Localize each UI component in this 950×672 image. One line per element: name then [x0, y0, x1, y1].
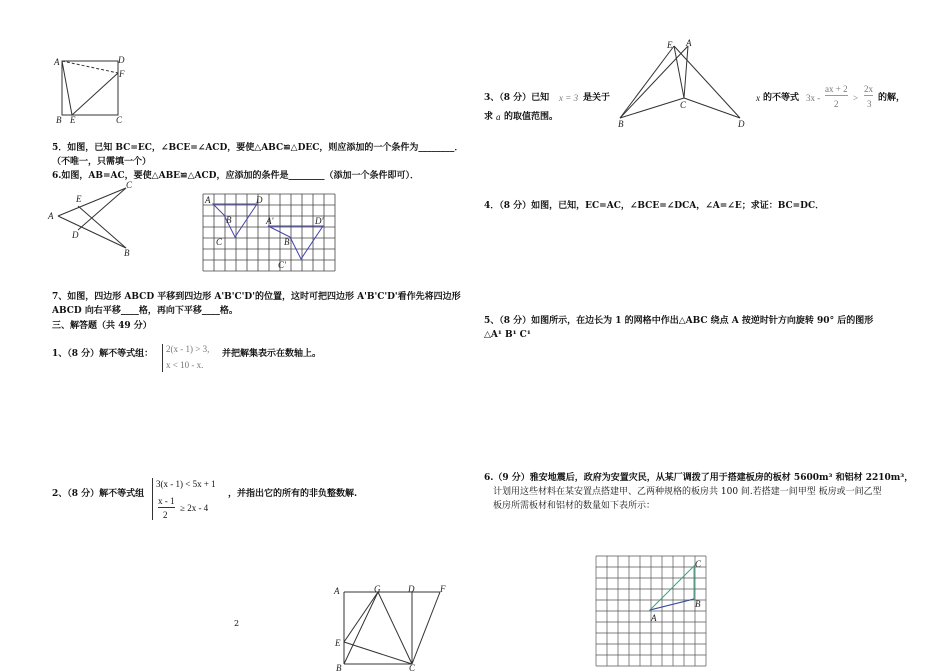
s3-line2-b: 的取值范围。 — [504, 112, 559, 122]
label-f: F — [440, 584, 446, 594]
bottom-square-figure — [330, 584, 450, 672]
q5-line2: （不唯一，只需填一个） — [52, 157, 152, 167]
label-d: D — [738, 119, 745, 129]
q6-line1: 6.如图，AB=AC，要使△ABE≌△ACD，应添加的条件是________（添加一个条件即可）． — [52, 171, 419, 181]
s6-line3: 板房所需板材和铝材的数量如下表所示： — [493, 501, 656, 511]
s1-eq1: 2(x - 1) > 3, — [166, 344, 210, 354]
label-c: C — [126, 180, 133, 190]
label-c: C — [695, 559, 702, 569]
label-a: A — [686, 38, 692, 48]
label-b: B — [56, 115, 62, 125]
s1-suffix: 并把解集表示在数轴上。 — [222, 349, 322, 359]
label-c2: C' — [278, 260, 286, 270]
s5-line1: 5、（8 分）如图所示，在边长为 1 的网格中作出△ABC 绕点 A 按逆时针方向旋转 90° 后的图形 — [484, 316, 874, 326]
s5-line2: △A¹ B¹ C¹ — [484, 330, 531, 340]
s3-ineq-gt: > — [853, 93, 859, 103]
s2-eq1: 3(x - 1) < 5x + 1 — [156, 479, 216, 489]
label-b: B — [124, 248, 130, 258]
label-d2: D' — [315, 216, 324, 226]
label-a: A — [54, 57, 60, 67]
label-c: C — [116, 115, 123, 125]
label-b: B — [226, 215, 232, 225]
s3-line2-math: a — [496, 112, 501, 122]
s6-line1: 6.（9 分）雅安地震后，政府为安置灾民，从某厂调拨了用于搭建板房的板材 5600m³ 和铝材 2210m³， — [484, 473, 914, 483]
s3-mid: 是关于 — [583, 93, 611, 103]
s1-brace — [162, 344, 163, 372]
label-b2: B' — [284, 237, 292, 247]
label-a: A — [651, 613, 657, 623]
s2-eq2-den: 2 — [163, 510, 168, 520]
s6-line2: 计划用这些材料在某安置点搭建甲、乙两种规格的板房共 100 间.若搭建一间甲型 板房或一间乙型 — [493, 487, 882, 497]
s3-math2: x — [756, 93, 760, 103]
label-d: D — [256, 195, 263, 205]
q7-line1: 7、如图，四边形 ABCD 平移到四边形 A'B'C'D'的位置，这时可把四边形 A'B'C'D'看作先将四边形 — [52, 292, 461, 302]
label-b: B — [336, 663, 342, 672]
s1-eq2: x < 10 - x. — [166, 360, 204, 370]
s2-prefix: 2、（8 分）解不等式组 — [52, 489, 145, 499]
label-a2: A' — [266, 216, 274, 226]
s2-eq2-rest: ≥ 2x - 4 — [180, 503, 209, 513]
s2-eq2-num: x - 1 — [158, 496, 175, 506]
translation-grid — [202, 193, 338, 273]
label-f: F — [119, 69, 125, 79]
q7-line2: ABCD 向右平移____格，再向下平移____格。 — [52, 306, 238, 316]
s3-prefix: 3、（8 分）已知 — [484, 93, 550, 103]
s3-ineq-num1: ax + 2 — [825, 84, 848, 94]
s1-prefix: 1、（8 分）解不等式组： — [52, 349, 154, 359]
label-e: E — [70, 115, 76, 125]
page-number: 2 — [234, 619, 240, 628]
label-a: A — [48, 211, 54, 221]
s3-suffix: 的解， — [878, 93, 906, 103]
label-g: G — [374, 584, 381, 594]
label-e: E — [335, 638, 341, 648]
label-c: C — [216, 237, 223, 247]
label-d: D — [72, 230, 79, 240]
kite-figure — [48, 180, 138, 258]
label-e: E — [76, 194, 82, 204]
label-c: C — [680, 100, 687, 110]
label-b: B — [618, 119, 624, 129]
q5-line1: 5．如图，已知 BC=EC，∠BCE=∠ACD，要使△ABC≌△DEC，则应添加的一个条件为________． — [52, 143, 464, 153]
label-a: A — [334, 586, 340, 596]
s3-ineq-den1: 2 — [834, 99, 839, 109]
label-a: A — [205, 195, 211, 205]
label-b: B — [695, 599, 701, 609]
rotation-grid — [595, 555, 707, 669]
s3-ineq-den2: 3 — [867, 99, 872, 109]
s2-brace — [152, 478, 153, 520]
square-figure — [52, 55, 132, 125]
s2-suffix: ，并指出它的所有的非负整数解. — [228, 489, 358, 499]
triangles-figure — [612, 38, 752, 130]
s3-ineq-a: 3x - — [806, 93, 821, 103]
s4-text: 4．（8 分）如图，已知，EC=AC，∠BCE=∠DCA，∠A=∠E；求证：BC=DC． — [484, 201, 825, 211]
s3-math1: x = 3 — [559, 93, 579, 103]
label-d: D — [408, 584, 415, 594]
label-e: E — [667, 40, 673, 50]
s3-line2-a: 求 — [484, 112, 494, 122]
label-d: D — [118, 55, 125, 65]
s3-mid2: 的不等式 — [763, 93, 800, 103]
label-c: C — [409, 663, 416, 672]
section3-heading: 三、解答题（共 49 分） — [52, 321, 152, 331]
s3-ineq-num2: 2x — [864, 84, 873, 94]
